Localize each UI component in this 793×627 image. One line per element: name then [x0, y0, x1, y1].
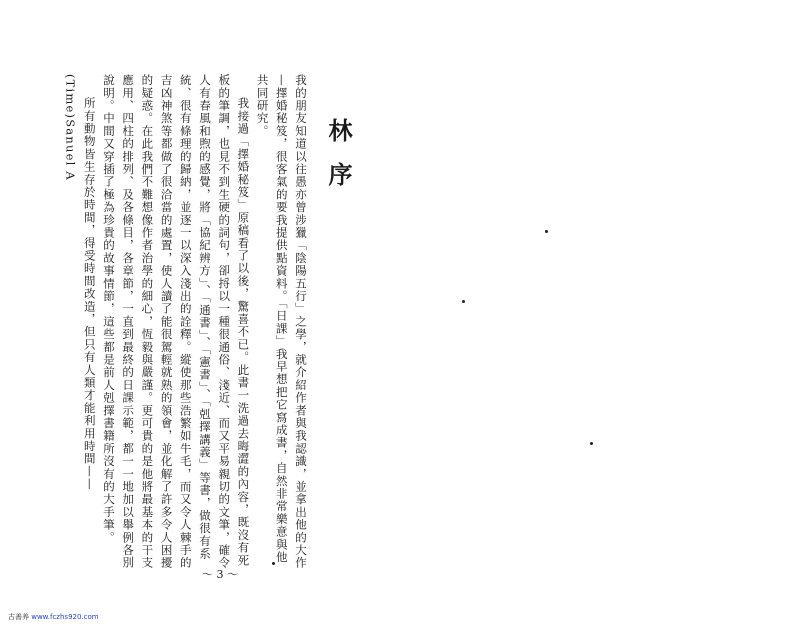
- preface-body: [40, 74, 310, 574]
- scan-speck: [590, 442, 593, 445]
- watermark-footer: [0, 607, 793, 627]
- watermark-url[interactable]: www.fczhs920.com: [31, 613, 99, 621]
- page-title: 林序: [324, 118, 352, 206]
- paragraph-3: 所有動物皆生存於時間，得受時間改造，但只有人類才能利用時間——(Time)Sanuel A: [63, 74, 97, 491]
- page-number: ～ 3 ～: [202, 568, 238, 581]
- scan-speck: [272, 562, 275, 565]
- paragraph-2: 我接過「擇婚秘笈」原稿看了以後，驚喜不已。此書一洗過去晦澀的內容，既沒有死板的筆調，也見不到生硬的詞句，卻捋以一種很通俗、淺近、而又平易親切的文筆，確令人有春風和煦的感覺，將「協紀辨方」、「通書」、「憲書」、「剋擇講義」等書，做很有系統、很有條理的歸納，並逐一以深入淺出的詮釋。縱使那些浩繁如牛毛，而又令人棘手的吉凶神煞等都做了很洽當的處置，使人讀了能很駕輕就熟的領會，並化解了許多令人困擾的疑惑。在此我們不難想像作者治學的細心，恆毅與嚴謹。更可貴的是他將最基本的干支應用、四柱的排列、及各條目，各章節，一直到最終的日課示範，都一一地加以舉例各別說明。中間又穿插了極為珍貴的故事情節，這些都是前人剋擇書籍所沒有的大手筆。: [101, 74, 251, 570]
- watermark-site-name: 古善养: [8, 613, 29, 621]
- scan-speck: [545, 230, 548, 233]
- paragraph-1: 我的朋友知道以往愚亦曾涉獵「陰陽五行」之學，就介紹作者與我認識，並拿出他的大作—擇婚秘笈，很客氣的要我提供點資料。「日課」我早想把它寫成書，自然非常樂意與他共同研究。: [255, 74, 308, 570]
- scan-speck: [462, 300, 465, 303]
